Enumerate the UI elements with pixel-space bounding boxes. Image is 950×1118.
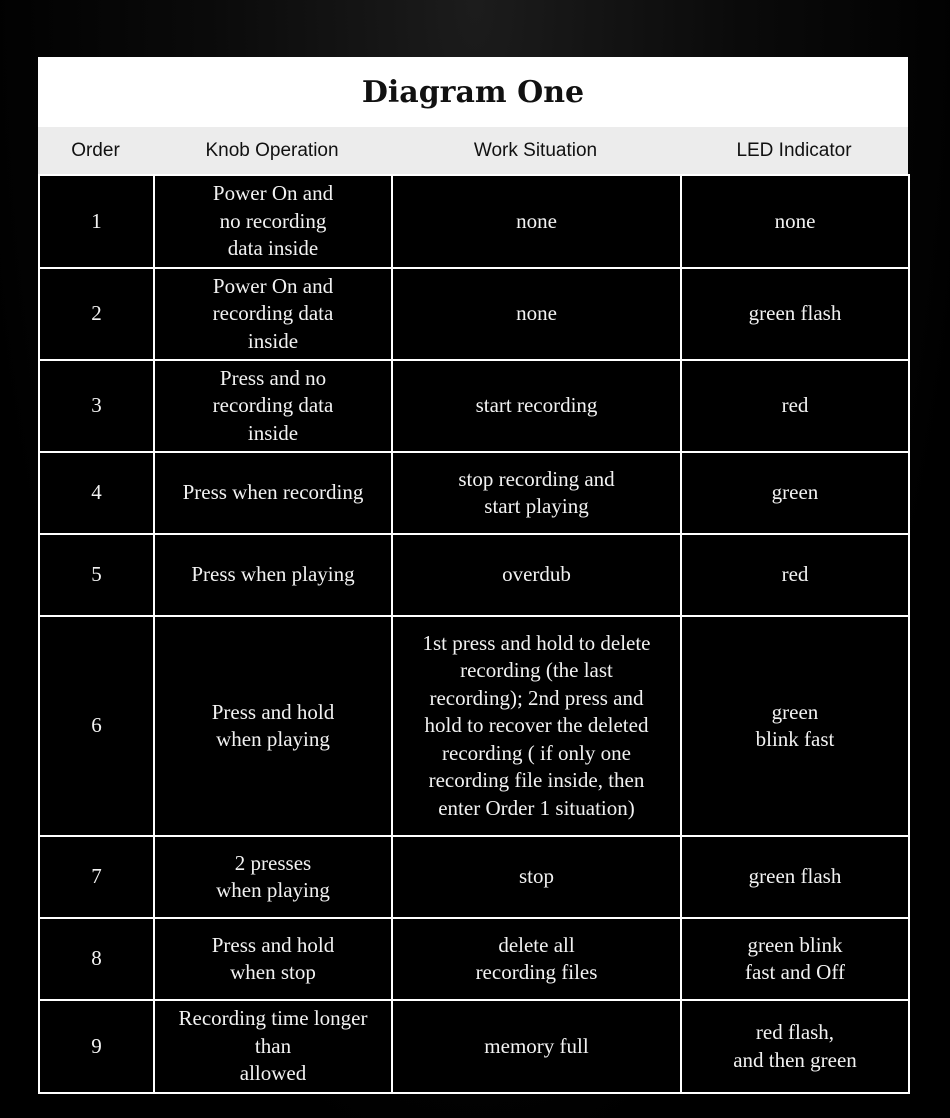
table-row — [39, 268, 909, 360]
cell-work-situation: stop — [392, 836, 681, 918]
cell-knob-operation: Recording time longer than allowed — [154, 1000, 392, 1093]
table-row — [39, 452, 909, 534]
cell-led-indicator: green blink fast — [681, 616, 909, 836]
cell-knob-operation: 2 presses when playing — [154, 836, 392, 918]
cell-order: 4 — [39, 452, 154, 534]
cell-order: 8 — [39, 918, 154, 1000]
cell-order: 2 — [39, 268, 154, 360]
table-row — [39, 534, 909, 616]
cell-work-situation: stop recording and start playing — [392, 452, 681, 534]
table-row — [39, 1000, 909, 1093]
cell-knob-operation: Power On and recording data inside — [154, 268, 392, 360]
cell-order: 7 — [39, 836, 154, 918]
cell-order: 9 — [39, 1000, 154, 1093]
cell-order: 3 — [39, 360, 154, 452]
cell-led-indicator: none — [681, 175, 909, 268]
cell-work-situation: none — [392, 175, 681, 268]
header-order: Order — [71, 140, 120, 161]
cell-led-indicator: green flash — [681, 268, 909, 360]
cell-led-indicator: red — [681, 534, 909, 616]
cell-led-indicator: red — [681, 360, 909, 452]
cell-work-situation: delete all recording files — [392, 918, 681, 1000]
operation-table — [38, 174, 910, 1094]
table-row — [39, 360, 909, 452]
cell-led-indicator: red flash, and then green — [681, 1000, 909, 1093]
table-row — [39, 836, 909, 918]
cell-work-situation: 1st press and hold to delete recording (the last recording); 2nd press and hold to recover the deleted recording ( if only one recording file inside, then enter Order 1 situation) — [392, 616, 681, 836]
cell-led-indicator: green — [681, 452, 909, 534]
header-knob-operation: Knob Operation — [205, 140, 339, 161]
header-work-situation: Work Situation — [473, 140, 598, 161]
cell-knob-operation: Power On and no recording data inside — [154, 175, 392, 268]
table-row — [39, 918, 909, 1000]
cell-work-situation: overdub — [392, 534, 681, 616]
cell-knob-operation: Press when playing — [154, 534, 392, 616]
cell-work-situation: none — [392, 268, 681, 360]
table-header — [38, 127, 908, 175]
cell-order: 1 — [39, 175, 154, 268]
cell-order: 6 — [39, 616, 154, 836]
cell-order: 5 — [39, 534, 154, 616]
diagram-title: Diagram One — [361, 74, 585, 110]
table-row — [39, 616, 909, 836]
cell-led-indicator: green flash — [681, 836, 909, 918]
cell-knob-operation: Press and hold when stop — [154, 918, 392, 1000]
cell-knob-operation: Press and hold when playing — [154, 616, 392, 836]
cell-knob-operation: Press and no recording data inside — [154, 360, 392, 452]
cell-work-situation: start recording — [392, 360, 681, 452]
cell-knob-operation: Press when recording — [154, 452, 392, 534]
cell-work-situation: memory full — [392, 1000, 681, 1093]
header-led-indicator: LED Indicator — [736, 140, 852, 161]
cell-led-indicator: green blink fast and Off — [681, 918, 909, 1000]
table-row — [39, 175, 909, 268]
